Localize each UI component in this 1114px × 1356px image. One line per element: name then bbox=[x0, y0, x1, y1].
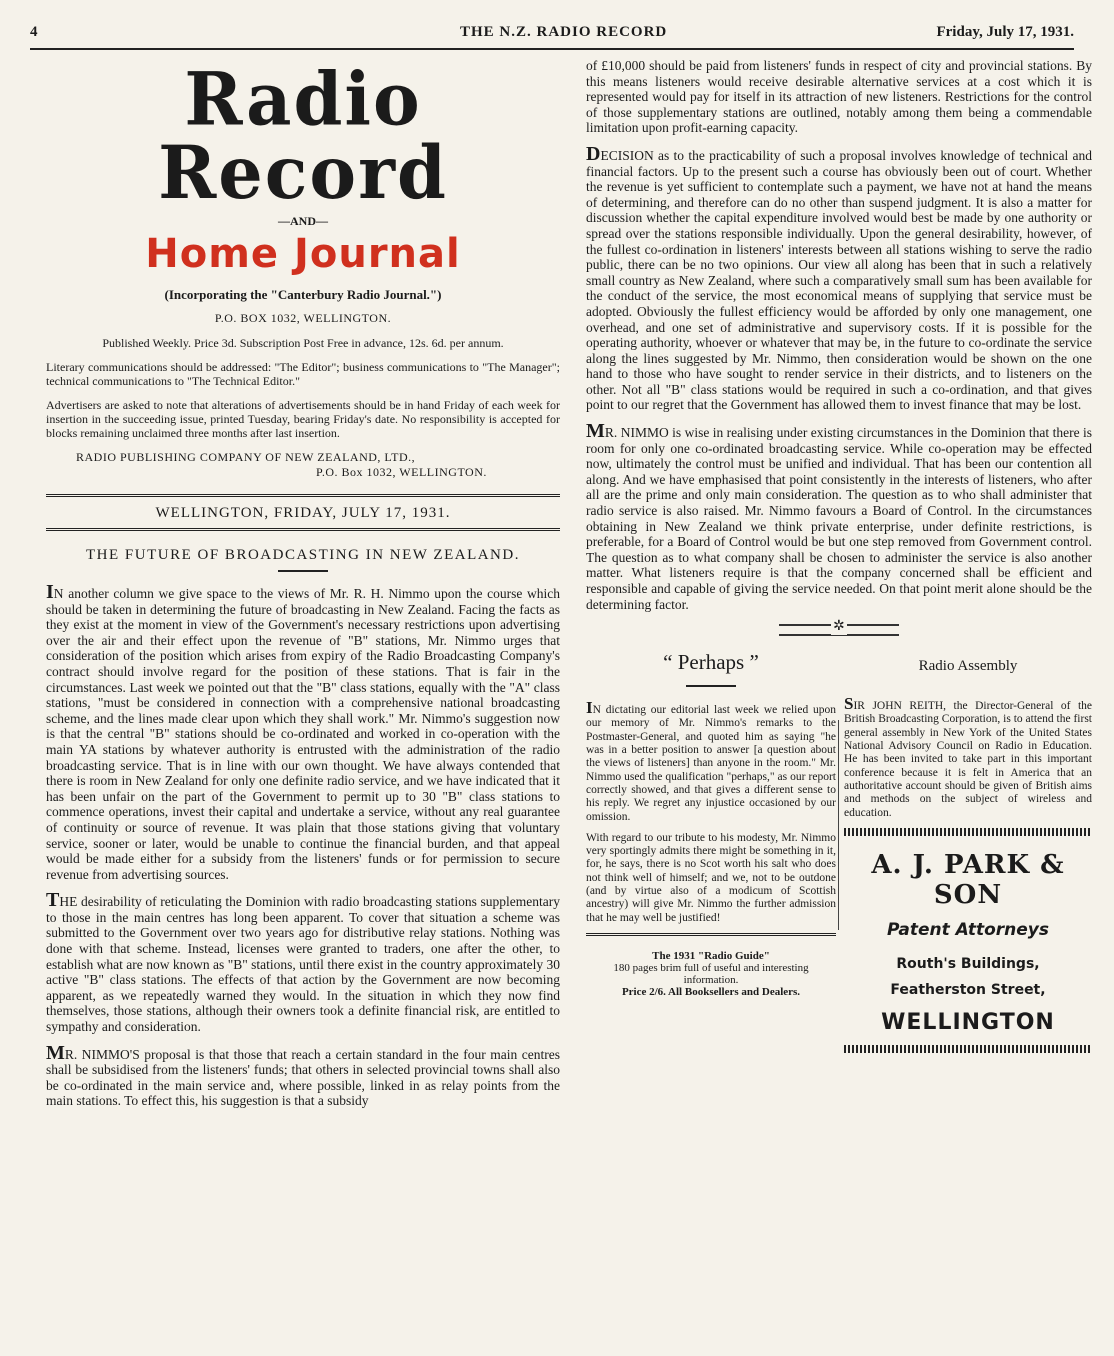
paragraph-text: N another column we give space to the views of Mr. R. H. Nimmo upon the course which should be taken in determining the future of broadcasting in New Zealand. Facing the facts as they exist at the moment in view of the Government's necessary restrictions upon advertising over the air and their effect upon the revenue of "B" stations, Mr. Nimmo urges that consideration of the position which arises from expiry of the Radio Broadcasting Company's contract should involve regard for the position of these stations. That is fair in the circumstances. Last week we pointed out that the "B" class stations, equally with the "A" class stations, "must be considered in connection with a comprehensive national broadcasting scheme, and the lines made clear upon which they shall work." Mr. Nimmo's suggestion now is that the central "B" stations should be co-ordinated and worked in co-operation with the main YA stations by whatever authority is entrusted with the administration of the radio broadcasting service. That is in line with our own thought. We have always contended that there is room in New Zealand for only one definite radio service, and we have indicated that it has been unfair on the part of the Government to permit up to 30 "B" class stations to commence operations, invest their capital and undertake a service, without any real guarantee of continuity or source of revenue. It was plain that those stations giving that voluntary service, sooner or later, would be unable to continue the financial burden, and that appeal would be made either for a subsidy from the listeners' funds or for permission to secure revenue from advertising sources. bbox=[46, 586, 560, 882]
perhaps-paragraph-1 bbox=[586, 698, 836, 824]
radio-guide-ad bbox=[586, 950, 836, 998]
park-ad-address-2: Featherston Street, bbox=[890, 981, 1046, 998]
assembly-column bbox=[844, 650, 1092, 1063]
perhaps-heading: “ Perhaps ” bbox=[663, 650, 759, 675]
assembly-paragraph bbox=[844, 694, 1092, 820]
editorial-paragraph-4: of £10,000 should be paid from listeners' funds in respect of city and provincial stations. By this means listeners would receive desirable alternative services at a cost which it is represented would pay for itself in its attraction of new listeners. Restrictions for the control of those supplementary stations are outlined, notably among them being a commendable limitation upon profit-earning capacity. bbox=[586, 58, 1092, 136]
double-rule bbox=[46, 494, 560, 497]
editorial-paragraph-5 bbox=[586, 142, 1092, 413]
incorporating-note: (Incorporating the "Canterbury Radio Journal.") bbox=[164, 287, 442, 302]
guide-description: 180 pages brim full of useful and interesting information. bbox=[613, 961, 809, 986]
perhaps-rule bbox=[686, 685, 736, 687]
published-note: Published Weekly. Price 3d. Subscription Post Free in advance, 12s. 6d. per annum. bbox=[102, 336, 504, 350]
paragraph-text: N dictating our editorial last week we relied upon our memory of Mr. Nimmo's remarks to the Postmaster-General, and quoted him as saying "he was in a better position to answer [a question about the views of listeners] than anyone in the room." Mr. Nimmo used the qualification "perhaps," as our report correctly showed, and that gives a different sense to his reply. We regret any injustice occasioned by our omission. bbox=[586, 704, 836, 823]
drop-cap: I bbox=[46, 581, 54, 603]
park-ad-address-1: Routh's Buildings, bbox=[896, 955, 1040, 972]
running-date: Friday, July 17, 1931. bbox=[936, 24, 1074, 40]
drop-cap: T bbox=[46, 889, 60, 912]
guide-rule bbox=[586, 933, 836, 936]
po-box: P.O. BOX 1032, WELLINGTON. bbox=[214, 311, 392, 325]
paragraph-text: R. NIMMO is wise in realising under existing circumstances in the Dominion that there is room for only one co-ordinated broadcasting service. While co-operation may be effected now, ultimately the control must be unified and individual. That has been our contention all along. And we have emphasised that point consistently in the interests of listeners, who after all are the prime and only main consideration. The question as to who shall administer that radio service is also raised. Mr. Nimmo favours a Board of Control. In the circumstances obtaining in New Zealand we think private enterprise, under definite restrictions, is preferable, for a Board of Control would be but one step removed from Government control. The question as to what company shall be chosen to administer the service is also another matter. What listeners require is that the company concerned shall be efficient and responsible and capable of giving the service needed. On that point merit alone should be the determining factor. bbox=[586, 425, 1092, 612]
masthead-and: —AND— bbox=[278, 214, 328, 228]
ornament-divider bbox=[779, 624, 899, 636]
drop-cap: M bbox=[46, 1041, 65, 1064]
left-column bbox=[46, 55, 560, 1121]
drop-cap: I bbox=[586, 698, 593, 718]
running-masthead: THE N.Z. RADIO RECORD bbox=[460, 24, 668, 40]
guide-price: Price 2/6. All Booksellers and Dealers. bbox=[621, 985, 801, 998]
perhaps-paragraph-2: With regard to our tribute to his modesty, Mr. Nimmo very sportingly admits there might be something in it, for, he says, there is no Scot worth his salt who does not think well of himself; and we, not to be outdone (and by virtue also of a modicum of Scottish ancestry) will give Mr. Nimmo the further admission that he may well be justified! bbox=[586, 831, 836, 924]
paragraph-text: R. NIMMO'S proposal is that those that reach a certain standard in the four main centres shall be subsidised from the listeners' funds; that others in selected provincial towns shall also be co-ordinated in the main service and, where possible, linked in as relay points from the main stations. To effect this, his suggestion is that a subsidy bbox=[46, 1046, 560, 1109]
right-column bbox=[586, 58, 1092, 1090]
hatched-border-bottom bbox=[844, 1045, 1092, 1053]
double-rule-2 bbox=[46, 528, 560, 531]
park-ad-name: A. J. PARK & SON bbox=[871, 849, 1065, 910]
assembly-heading: Radio Assembly bbox=[918, 658, 1018, 675]
editorial-paragraph-6 bbox=[586, 420, 1092, 612]
drop-cap: M bbox=[586, 420, 605, 443]
page-number: 4 bbox=[30, 24, 38, 40]
advertisers-note: Advertisers are asked to note that alterations of advertisements should be in hand Friday of each week for insertion in the succeeding issue, printed Tuesday, bearing Friday's date. No responsibility is accepted for blocks remaining unclaimed three months after last insertion. bbox=[46, 398, 560, 440]
literary-note: Literary communications should be addressed: "The Editor"; business communications to "The Manager"; technical communications to "The Technical Editor." bbox=[46, 360, 560, 388]
paragraph-text: IR JOHN REITH, the Director-General of the British Broadcasting Corporation, is to attend the first general assembly in New York of the United States National Advisory Council on Radio in Education. He has been invited to take part in this important conference because it is felt in America that an authoritative account should be given of British aims and methods on the subject of wireless and education. bbox=[844, 700, 1092, 819]
running-header bbox=[30, 24, 1074, 48]
editorial-paragraph-3 bbox=[46, 1041, 560, 1109]
paragraph-text: HE desirability of reticulating the Dominion with radio broadcasting stations supplementary to those in the main centres has long been apparent. To cover that situation a scheme was submitted to the Government over two years ago for distributive relay stations. Nothing was done with that scheme. Instead, licenses were granted to traders, one after the other, to establish what are now known as "B" stations, until there exist in the country approximately 30 active "B" class stations. The effects of that action by the Government are now becoming apparent, as we repeatedly warned they would. In the situation in which they now find themselves, those stations, although their owners took a definite financial risk, are entitled to sympathy and consideration. bbox=[46, 894, 560, 1035]
drop-cap: D bbox=[586, 142, 601, 165]
editorial-headline: THE FUTURE OF BROADCASTING IN NEW ZEALAND. bbox=[86, 547, 520, 563]
publisher-line-2: P.O. Box 1032, WELLINGTON. bbox=[316, 465, 487, 479]
editorial-paragraph-2 bbox=[46, 889, 560, 1035]
column-divider bbox=[838, 720, 839, 930]
bottom-columns bbox=[586, 650, 1092, 1090]
park-ad-profession: Patent Attorneys bbox=[886, 919, 1050, 940]
editorial-paragraph-1 bbox=[46, 581, 560, 882]
park-ad-city: WELLINGTON bbox=[881, 1009, 1055, 1035]
editorial-dateline: WELLINGTON, FRIDAY, JULY 17, 1931. bbox=[155, 505, 451, 521]
masthead-subtitle: Home Journal bbox=[145, 231, 461, 277]
drop-cap: S bbox=[844, 694, 854, 714]
header-rule bbox=[30, 48, 1074, 50]
masthead-title: Radio Record bbox=[158, 55, 448, 216]
hatched-border-top bbox=[844, 828, 1092, 836]
headline-rule bbox=[278, 570, 328, 572]
publisher-line-1: RADIO PUBLISHING COMPANY OF NEW ZEALAND, LTD., bbox=[76, 450, 416, 464]
guide-title: The 1931 "Radio Guide" bbox=[652, 949, 770, 962]
paragraph-text: ECISION as to the practicability of such a proposal involves knowledge of technical and financial factors. Up to the present such a course has obviously been out of court. Whether the revenue is yet sufficient to contemplate such a payment, we have not at hand the means of determining, and therefore can do no other than suspend judgment. It is also a matter for discussion whether the capital expenditure involved would best be made by one authority or spread over the stations responsible individually. Upon the general desirability, however, of the fullest co-ordination in listeners' interests between all stations wishing to serve the radio public, there can be no two opinions. Our view all along has been that in such a relatively small country as New Zealand, where such a comparatively small sum has been available for the conduct of the service, the most economical means of supplying that service must be adopted. Obviously the fullest efficiency would be afforded by only one management, one overhead, and one set of administrative and supervisory costs. If it is possible for the operating authority, whoever or whatever that may be, in the future to co-ordinate the service along the lines suggested by Mr. Nimmo, then consideration would be shown on the one hand to those who have sought to render service in their districts, and to listeners on the other. Not all "B" class stations would be required in such a co-ordination, and that gives point to our regret that the Government has allowed them to invest finance that may be lost. bbox=[586, 147, 1092, 413]
perhaps-column bbox=[586, 650, 836, 998]
